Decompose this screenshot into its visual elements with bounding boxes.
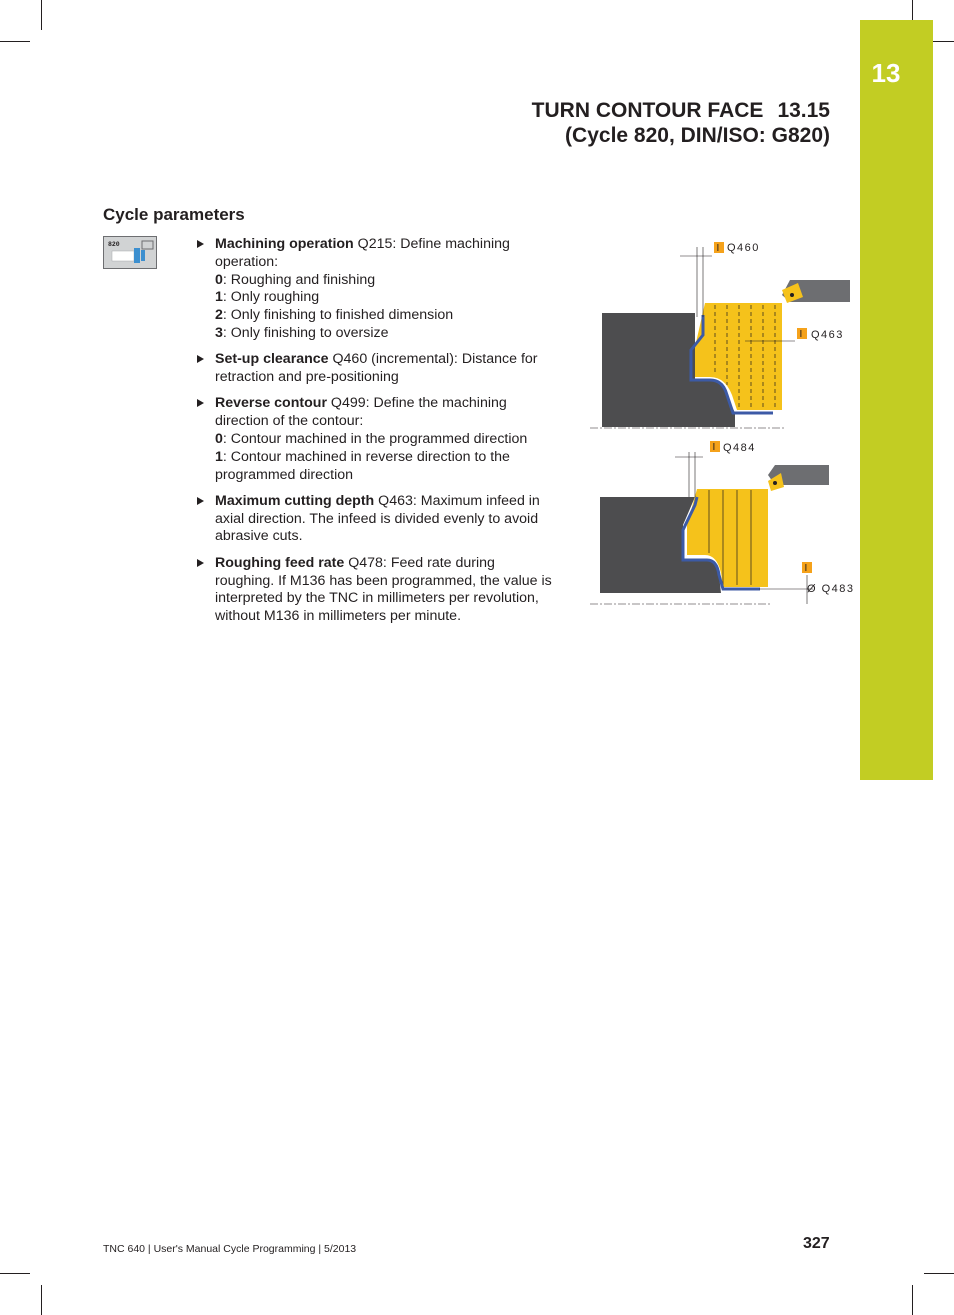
indicator-q483: I <box>804 563 808 574</box>
section-number: 13.15 <box>777 99 830 122</box>
option-text: : Only finishing to finished dimension <box>222 307 454 324</box>
chapter-tab <box>860 20 933 780</box>
label-q460: Q460 <box>727 242 760 254</box>
cycle-icon-label: 820 <box>108 241 120 248</box>
option-key: 0 <box>215 430 223 447</box>
page-header-title <box>532 98 830 148</box>
option-text: : Only finishing to oversize <box>222 324 389 341</box>
crop-mark <box>41 0 42 30</box>
crop-mark <box>0 1273 30 1274</box>
option-text: : Roughing and finishing <box>222 271 376 288</box>
parameter-item <box>195 493 555 546</box>
option-text: : Only roughing <box>222 289 320 306</box>
bullet-triangle-icon <box>197 240 204 248</box>
option-key: 3 <box>215 324 223 341</box>
option-key: 1 <box>215 289 223 306</box>
chapter-number: 13 <box>871 58 901 88</box>
parameter-name: Reverse contour <box>215 395 327 412</box>
parameter-item <box>195 236 555 343</box>
parameter-list <box>195 236 555 634</box>
indicator-q460: I <box>716 243 720 254</box>
label-q463: Q463 <box>811 329 844 341</box>
parameter-item <box>195 555 555 626</box>
parameter-option <box>215 307 555 325</box>
parameter-description: Q463: Maximum infeed in axial direction. The infeed is divided evenly to avoid abrasive cuts. <box>215 492 540 545</box>
label-q484: Q484 <box>723 442 756 454</box>
parameter-description: Q499: Define the machining direction of the contour: <box>215 395 507 430</box>
header-title-line2: (Cycle 820, DIN/ISO: G820) <box>565 124 830 147</box>
crop-mark <box>924 1273 954 1274</box>
header-title-line1: TURN CONTOUR FACE <box>531 99 764 122</box>
bullet-triangle-icon <box>197 399 204 407</box>
bullet-triangle-icon <box>197 355 204 363</box>
crop-mark <box>912 1285 913 1315</box>
cycle-820-softkey-icon <box>103 236 157 269</box>
option-text: : Contour machined in reverse direction to the programmed direction <box>215 448 510 483</box>
parameter-option <box>215 449 555 485</box>
option-key: 0 <box>215 271 223 288</box>
option-key: 2 <box>215 307 223 324</box>
parameter-item <box>195 351 555 387</box>
parameter-name: Roughing feed rate <box>215 554 345 571</box>
option-key: 1 <box>215 448 223 465</box>
bullet-triangle-icon <box>197 559 204 567</box>
parameter-item <box>195 395 555 484</box>
section-heading: Cycle parameters <box>103 205 245 224</box>
page-number: 327 <box>803 1235 830 1252</box>
parameter-option <box>215 289 555 307</box>
parameter-option <box>215 272 555 290</box>
bullet-triangle-icon <box>197 497 204 505</box>
parameter-option <box>215 431 555 449</box>
indicator-q463: I <box>799 329 803 340</box>
cycle-parameter-diagram <box>585 235 860 615</box>
footer-text: TNC 640 | User's Manual Cycle Programming | 5/2013 <box>103 1243 357 1255</box>
parameter-description: Q460 (incremental): Distance for retraction and pre-positioning <box>215 351 538 386</box>
parameter-description: Q478: Feed rate during roughing. If M136 has been programmed, the value is interpreted by the TNC in millimeters per revolution, without M136 in millimeters per minute. <box>215 554 552 625</box>
option-text: : Contour machined in the programmed direction <box>222 430 528 447</box>
crop-mark <box>0 41 30 42</box>
parameter-option <box>215 325 555 343</box>
parameter-name: Maximum cutting depth <box>215 492 375 509</box>
parameter-name: Machining operation <box>215 236 354 252</box>
label-q483: Ø Q483 <box>807 583 855 595</box>
indicator-q484: I <box>712 442 716 453</box>
parameter-name: Set-up clearance <box>215 351 329 368</box>
crop-mark <box>41 1285 42 1315</box>
parameter-description: Q215: Define machining operation: <box>215 236 510 270</box>
